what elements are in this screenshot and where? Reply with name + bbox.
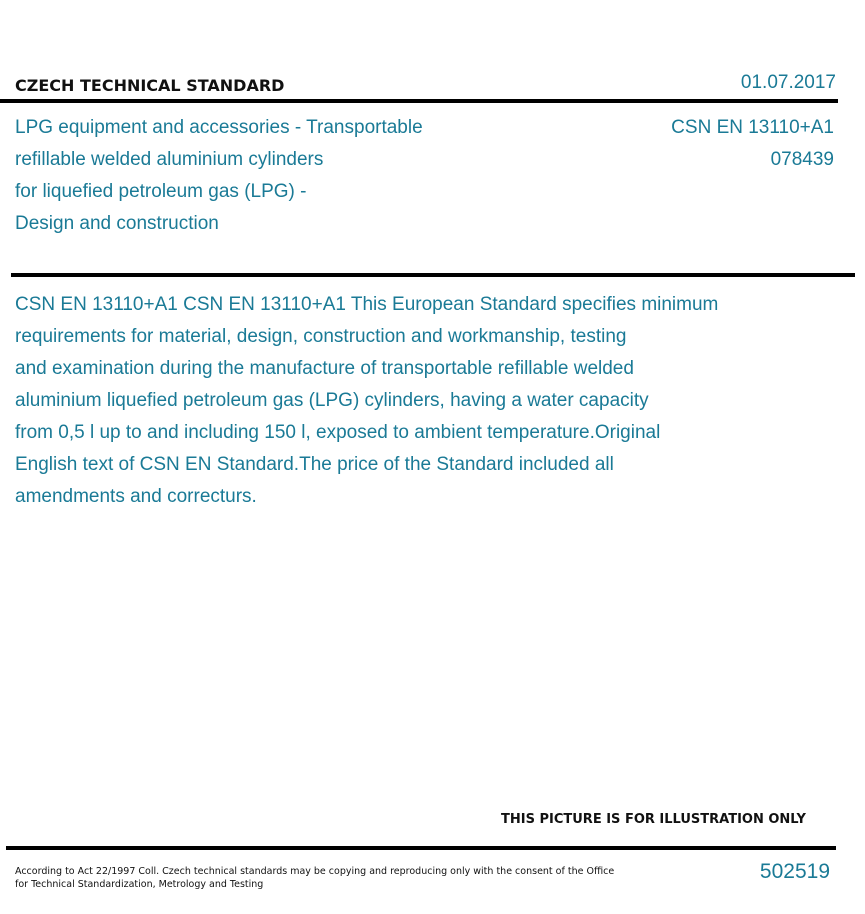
footer-divider — [6, 846, 836, 850]
legal-notice — [15, 865, 614, 891]
legal-line: According to Act 22/1997 Coll. Czech technical standards may be copying and reproducing only with the consent of the Office — [15, 866, 615, 877]
title-line: refillable welded aluminium cylinders — [15, 149, 324, 170]
publication-date: 01.07.2017 — [740, 72, 836, 93]
title-line: Design and construction — [15, 213, 219, 234]
description-line: CSN EN 13110+A1 CSN EN 13110+A1 This European Standard specifies minimum — [15, 294, 719, 315]
title-divider — [11, 273, 855, 277]
document-number: 502519 — [759, 860, 830, 883]
standard-description — [15, 289, 845, 513]
catalog-number: 078439 — [770, 149, 834, 170]
description-line: amendments and correcturs. — [15, 486, 257, 507]
description-line: aluminium liquefied petroleum gas (LPG) cylinders, having a water capacity — [15, 390, 649, 411]
legal-line: for Technical Standardization, Metrology and Testing — [15, 879, 264, 890]
document-type-label: CZECH TECHNICAL STANDARD — [15, 76, 285, 95]
description-line: from 0,5 l up to and including 150 l, exposed to ambient temperature.Original — [15, 422, 661, 443]
description-line: requirements for material, design, construction and workmanship, testing — [15, 326, 627, 347]
illustration-note: THIS PICTURE IS FOR ILLUSTRATION ONLY — [501, 812, 806, 827]
description-line: English text of CSN EN Standard.The price of the Standard included all — [15, 454, 614, 475]
description-line: and examination during the manufacture of transportable refillable welded — [15, 358, 634, 379]
header-divider — [0, 99, 838, 103]
title-line: LPG equipment and accessories - Transportable — [15, 117, 423, 138]
title-line: for liquefied petroleum gas (LPG) - — [15, 181, 307, 202]
standard-code: CSN EN 13110+A1 — [671, 117, 834, 138]
